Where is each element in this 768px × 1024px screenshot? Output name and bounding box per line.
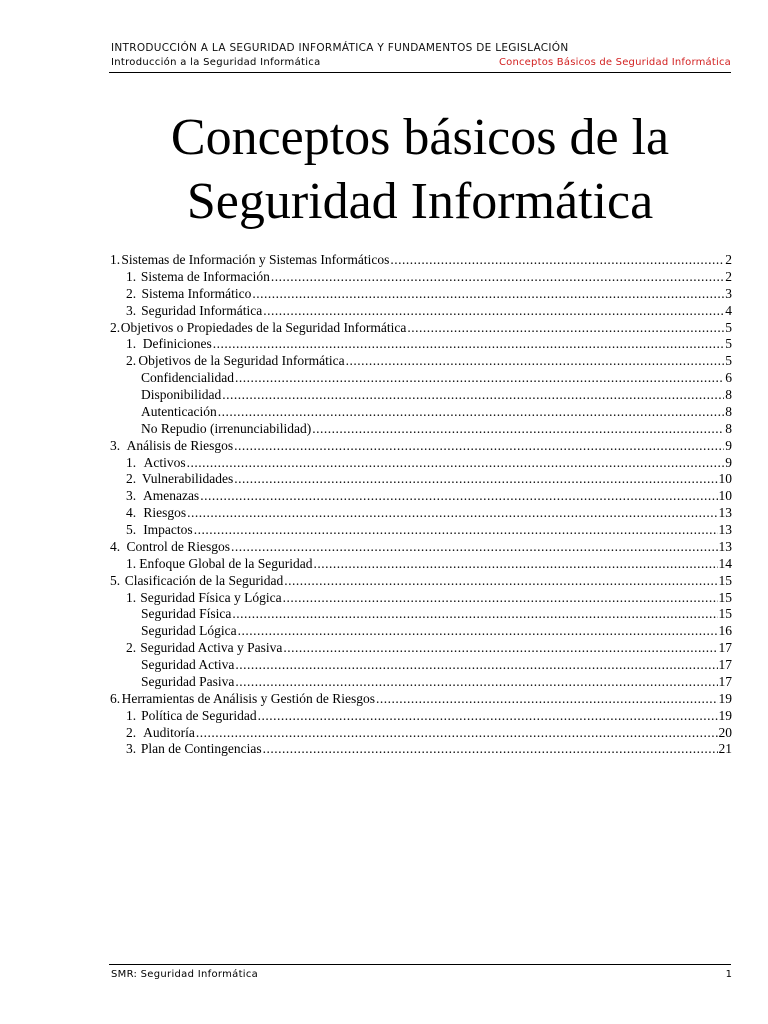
toc-entry[interactable] bbox=[110, 252, 732, 269]
toc-leader-dots bbox=[312, 421, 724, 438]
toc-leader-dots bbox=[232, 606, 717, 623]
toc-leader-dots bbox=[407, 320, 724, 337]
toc-entry-page: 8 bbox=[725, 403, 732, 419]
toc-entry-page: 13 bbox=[718, 538, 732, 554]
toc-leader-dots bbox=[252, 286, 724, 303]
toc-entry-title: Análisis de Riesgos bbox=[126, 437, 234, 453]
toc-entry-page: 16 bbox=[718, 623, 732, 639]
toc-entry-title: Impactos bbox=[143, 522, 193, 537]
toc-leader-dots bbox=[238, 623, 718, 640]
toc-entry-page: 9 bbox=[725, 454, 732, 470]
toc-entry[interactable] bbox=[110, 438, 732, 455]
toc-entry-page: 3 bbox=[725, 285, 732, 301]
toc-leader-dots bbox=[235, 674, 717, 691]
toc-entry-number: 3. bbox=[126, 302, 137, 318]
toc-entry[interactable] bbox=[110, 590, 732, 607]
toc-entry[interactable] bbox=[110, 336, 732, 353]
toc-entry[interactable] bbox=[110, 387, 732, 404]
toc-entry-page: 19 bbox=[718, 707, 732, 723]
toc-entry-number: 3. bbox=[126, 488, 137, 504]
toc-entry-title: Sistema de Información bbox=[140, 268, 270, 284]
toc-entry-page: 10 bbox=[718, 471, 732, 487]
toc-entry-page: 6 bbox=[725, 370, 732, 386]
toc-entry-title: Activos bbox=[143, 454, 186, 470]
footer-divider bbox=[109, 964, 731, 965]
toc-leader-dots bbox=[263, 303, 724, 320]
toc-entry-number: 1. bbox=[126, 589, 137, 605]
toc-entry-title: Seguridad Física y Lógica bbox=[140, 589, 282, 605]
toc-leader-dots bbox=[196, 725, 718, 742]
toc-entry[interactable] bbox=[110, 303, 732, 320]
toc-entry[interactable] bbox=[110, 455, 732, 472]
toc-entry-title: Plan de Contingencias bbox=[140, 741, 262, 757]
toc-entry-title: Política de Seguridad bbox=[141, 707, 257, 723]
toc-entry-title: Control de Riesgos bbox=[126, 538, 230, 554]
toc-entry[interactable] bbox=[110, 741, 732, 758]
header-section: Conceptos Básicos de Seguridad Informática bbox=[498, 57, 731, 68]
toc-entry-title: Disponibilidad bbox=[141, 387, 222, 402]
toc-entry[interactable] bbox=[110, 640, 732, 657]
toc-entry-title: Sistema Informático bbox=[141, 285, 252, 301]
toc-entry-number: 1. bbox=[126, 555, 137, 571]
toc-entry-title: Autenticación bbox=[141, 403, 217, 419]
toc-entry-page: 13 bbox=[718, 505, 732, 521]
toc-entry-number: 6. bbox=[110, 690, 121, 706]
toc-entry-title: Vulnerabilidades bbox=[141, 471, 234, 487]
toc-leader-dots bbox=[235, 657, 717, 674]
toc-entry[interactable] bbox=[110, 421, 732, 438]
header-divider bbox=[109, 72, 731, 73]
toc-entry-page: 15 bbox=[718, 589, 732, 605]
toc-entry-title: Sistemas de Información y Sistemas Informáticos bbox=[121, 252, 390, 267]
toc-leader-dots bbox=[258, 708, 718, 725]
toc-entry[interactable] bbox=[110, 488, 732, 505]
toc-leader-dots bbox=[222, 387, 724, 404]
toc-entry-number: 4. bbox=[110, 538, 121, 554]
toc-leader-dots bbox=[271, 269, 724, 286]
toc-entry-title: Seguridad Informática bbox=[141, 302, 263, 318]
header-document-title: INTRODUCCIÓN A LA SEGURIDAD INFORMÁTICA Y FUNDAMENTOS DE LEGISLACIÓN bbox=[111, 42, 569, 54]
toc-entry-title: Seguridad Lógica bbox=[141, 623, 237, 639]
toc-leader-dots bbox=[235, 370, 724, 387]
table-of-contents bbox=[110, 252, 732, 758]
toc-entry-title: Auditoría bbox=[143, 724, 195, 740]
toc-entry[interactable] bbox=[110, 606, 732, 623]
toc-entry-page: 15 bbox=[718, 606, 732, 622]
toc-leader-dots bbox=[283, 640, 717, 657]
toc-entry[interactable] bbox=[110, 539, 732, 556]
toc-entry-page: 19 bbox=[718, 690, 732, 706]
toc-entry-page: 17 bbox=[718, 640, 732, 656]
page-title: Conceptos básicos de la Seguridad Informática bbox=[170, 109, 670, 230]
toc-entry-number: 2. bbox=[126, 724, 137, 740]
toc-entry-page: 10 bbox=[718, 488, 732, 504]
toc-entry-page: 17 bbox=[718, 657, 732, 672]
toc-entry-number: 1. bbox=[126, 707, 137, 723]
toc-entry-number: 1. bbox=[110, 252, 121, 267]
toc-entry[interactable] bbox=[110, 522, 732, 539]
toc-entry-page: 21 bbox=[718, 741, 732, 757]
toc-entry[interactable] bbox=[110, 657, 732, 674]
toc-entry-title: Objetivos o Propiedades de la Seguridad Informática bbox=[120, 319, 407, 335]
toc-entry[interactable] bbox=[110, 269, 732, 286]
toc-entry[interactable] bbox=[110, 691, 732, 708]
toc-entry[interactable] bbox=[110, 505, 732, 522]
toc-entry-page: 15 bbox=[718, 572, 732, 588]
toc-entry-page: 9 bbox=[725, 437, 732, 453]
toc-entry-page: 13 bbox=[718, 522, 732, 537]
toc-entry[interactable] bbox=[110, 471, 732, 488]
toc-leader-dots bbox=[200, 488, 717, 505]
toc-entry-page: 5 bbox=[725, 336, 732, 352]
toc-leader-dots bbox=[187, 455, 725, 472]
toc-entry-page: 20 bbox=[718, 724, 732, 740]
toc-entry[interactable] bbox=[110, 708, 732, 725]
footer-course: SMR: Seguridad Informática bbox=[111, 969, 259, 980]
toc-entry[interactable] bbox=[110, 556, 732, 573]
toc-leader-dots bbox=[390, 252, 724, 269]
toc-entry-number: 1. bbox=[126, 336, 137, 352]
toc-entry-title: Confidencialidad bbox=[141, 370, 234, 386]
toc-entry[interactable] bbox=[110, 404, 732, 421]
header-chapter: Introducción a la Seguridad Informática bbox=[111, 57, 321, 68]
toc-entry-number: 5. bbox=[126, 522, 137, 537]
toc-entry-number: 4. bbox=[126, 505, 137, 521]
toc-entry-number: 5. bbox=[110, 572, 121, 588]
toc-entry-number: 2. bbox=[126, 285, 137, 301]
toc-entry-page: 8 bbox=[725, 387, 732, 402]
toc-entry-title: Definiciones bbox=[142, 336, 212, 352]
toc-entry-number: 2. bbox=[110, 319, 121, 335]
toc-entry-page: 2 bbox=[725, 268, 732, 284]
toc-leader-dots bbox=[194, 522, 718, 539]
toc-entry-page: 8 bbox=[725, 420, 732, 436]
toc-entry-title: Riesgos bbox=[143, 505, 187, 521]
toc-leader-dots bbox=[234, 471, 717, 488]
toc-entry-title: Enfoque Global de la Seguridad bbox=[139, 555, 313, 571]
toc-entry-title: Seguridad Pasiva bbox=[141, 673, 235, 689]
toc-entry-title: Seguridad Física bbox=[141, 606, 232, 622]
toc-entry-number: 1. bbox=[126, 454, 137, 470]
toc-entry-page: 5 bbox=[725, 353, 732, 369]
toc-entry-page: 14 bbox=[718, 555, 732, 571]
toc-entry-title: Seguridad Activa bbox=[141, 657, 235, 672]
toc-leader-dots bbox=[346, 353, 725, 370]
toc-entry-number: 2. bbox=[126, 353, 137, 369]
toc-entry[interactable] bbox=[110, 286, 732, 303]
toc-entry-number: 2. bbox=[126, 471, 137, 487]
toc-entry[interactable] bbox=[110, 320, 732, 337]
toc-entry[interactable] bbox=[110, 674, 732, 691]
toc-entry[interactable] bbox=[110, 623, 732, 640]
toc-leader-dots bbox=[231, 539, 718, 556]
toc-leader-dots bbox=[234, 438, 724, 455]
page-number: 1 bbox=[725, 969, 732, 980]
toc-entry-page: 5 bbox=[725, 319, 732, 335]
toc-entry-number: 3. bbox=[126, 741, 137, 757]
toc-entry-title: Seguridad Activa y Pasiva bbox=[140, 640, 283, 656]
toc-leader-dots bbox=[218, 404, 725, 421]
toc-leader-dots bbox=[187, 505, 717, 522]
toc-entry[interactable] bbox=[110, 353, 732, 370]
toc-entry-page: 2 bbox=[725, 252, 732, 267]
toc-entry-number: 3. bbox=[110, 437, 121, 453]
toc-entry-page: 4 bbox=[725, 302, 732, 318]
toc-entry-number: 1. bbox=[126, 268, 137, 284]
toc-leader-dots bbox=[213, 336, 724, 353]
toc-entry-title: Objetivos de la Seguridad Informática bbox=[138, 353, 345, 369]
toc-entry[interactable] bbox=[110, 370, 732, 387]
toc-leader-dots bbox=[284, 573, 717, 590]
toc-entry[interactable] bbox=[110, 725, 732, 742]
toc-entry-number: 2. bbox=[126, 640, 137, 656]
toc-leader-dots bbox=[376, 691, 717, 708]
toc-entry-title: Clasificación de la Seguridad bbox=[124, 572, 284, 588]
toc-leader-dots bbox=[263, 741, 718, 758]
toc-entry[interactable] bbox=[110, 573, 732, 590]
toc-leader-dots bbox=[313, 556, 717, 573]
toc-entry-title: No Repudio (irrenunciabilidad) bbox=[141, 420, 312, 436]
toc-leader-dots bbox=[283, 590, 718, 607]
toc-entry-title: Amenazas bbox=[142, 488, 200, 504]
toc-entry-page: 17 bbox=[718, 673, 732, 689]
toc-entry-title: Herramientas de Análisis y Gestión de Riesgos bbox=[121, 690, 376, 706]
